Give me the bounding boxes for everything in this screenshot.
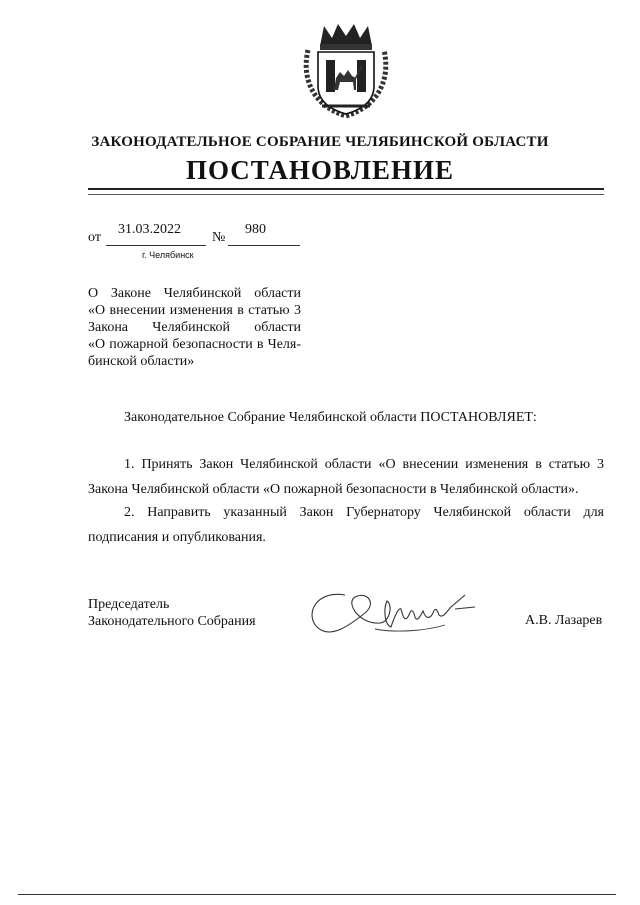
date-underline [106, 245, 206, 246]
resolution-item: 1. Принять Закон Челябинской области «О внесении изменения в статью 3 Закона Челябинской области «О пожарной безопасности в Челябинской области». [88, 457, 604, 497]
organization-title: ЗАКОНОДАТЕЛЬНОЕ СОБРАНИЕ ЧЕЛЯБИНСКОЙ ОБЛАСТИ [91, 134, 549, 150]
date-prefix-label: от [88, 230, 101, 245]
document-type-heading: ПОСТАНОВЛЕНИЕ [185, 155, 455, 185]
handwritten-signature [305, 585, 485, 640]
subject-line: О Законе Челябинской области [88, 286, 301, 301]
coat-of-arms-icon [300, 20, 392, 120]
footer-divider [18, 894, 616, 895]
document-date: 31.03.2022 [118, 222, 181, 237]
number-underline [228, 245, 300, 246]
subject-line: бинской области» [88, 354, 195, 369]
header-divider-thin [88, 194, 604, 195]
header-divider-thick [88, 188, 604, 190]
resolution-item: 2. Направить указанный Закон Губернатору Челябинской области для подписания и опубликования. [88, 505, 604, 545]
subject-line: «О внесении изменения в статью 3 [88, 303, 301, 318]
signatory-name: А.В. Лазарев [525, 613, 603, 628]
number-prefix-label: № [212, 230, 226, 245]
subject-line: «О пожарной безопасности в Челя- [88, 337, 301, 352]
document-subject [88, 285, 301, 370]
signatory-title-line: Председатель [88, 597, 170, 612]
signatory-title-line: Законодательного Собрания [88, 614, 256, 629]
signatory-title [88, 596, 256, 630]
preamble-text: Законодательное Собрание Челябинской области ПОСТАНОВЛЯЕТ: [124, 410, 537, 425]
subject-line: Закона Челябинской области [88, 320, 301, 335]
city-label: г. Челябинск [142, 250, 194, 260]
document-number: 980 [245, 222, 266, 237]
